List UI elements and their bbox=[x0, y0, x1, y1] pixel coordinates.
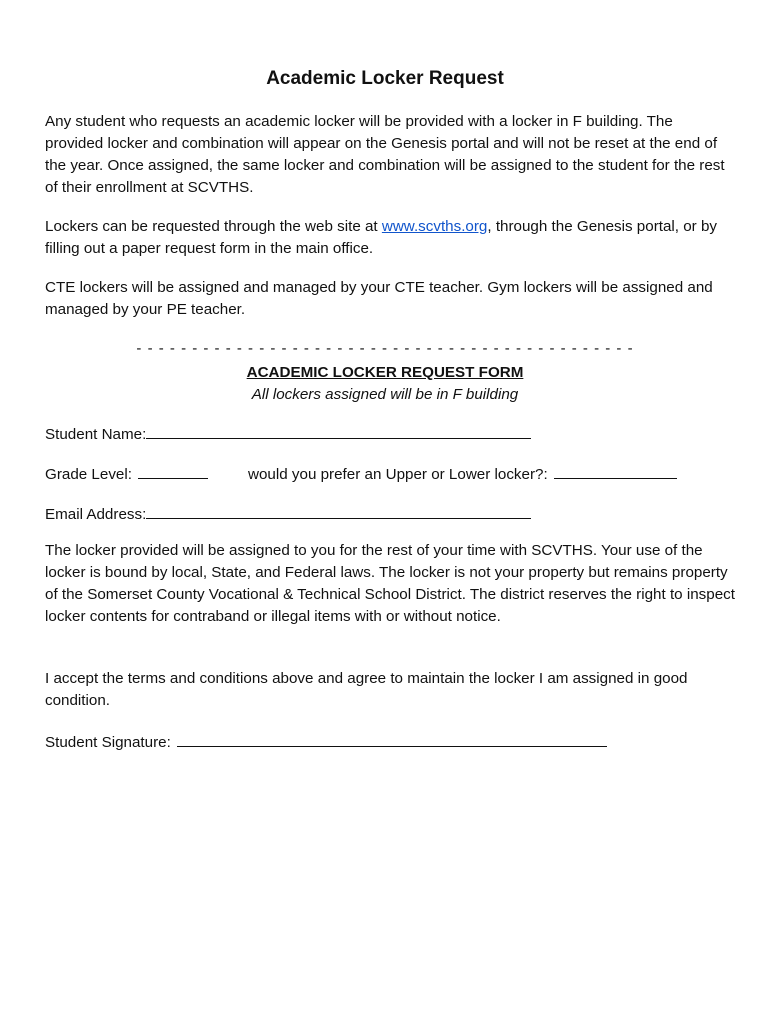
student-name-label: Student Name: bbox=[45, 426, 147, 443]
locker-preference-row bbox=[248, 463, 677, 486]
cut-line-divider: - - - - - - - - - - - - - - - - - - - - - - - - - - - - - - - - - - - - - - - - - - - - - bbox=[136, 340, 634, 357]
scvths-website-link[interactable]: www.scvths.org bbox=[381, 218, 488, 235]
grade-level-row bbox=[45, 463, 208, 486]
request-methods-text-after: , through the Genesis portal, or by filling out a paper request form in the main office. bbox=[45, 218, 718, 257]
email-label: Email Address: bbox=[45, 506, 147, 523]
grade-level-label: Grade Level: bbox=[45, 466, 132, 483]
email-row bbox=[45, 503, 531, 526]
student-name-row bbox=[45, 423, 531, 446]
request-methods-paragraph bbox=[45, 216, 735, 260]
signature-field[interactable] bbox=[177, 731, 607, 747]
grade-level-field[interactable] bbox=[138, 463, 208, 479]
locker-preference-field[interactable] bbox=[554, 463, 677, 479]
acceptance-paragraph: I accept the terms and conditions above and agree to maintain the locker I am assigned in good condition. bbox=[45, 670, 688, 709]
student-name-field[interactable] bbox=[146, 423, 531, 439]
form-heading bbox=[0, 362, 770, 384]
locker-preference-label: would you prefer an Upper or Lower locker?: bbox=[248, 466, 548, 483]
cte-gym-lockers-paragraph: CTE lockers will be assigned and managed by your CTE teacher. Gym lockers will be assigned and managed by your PE teacher. bbox=[45, 279, 713, 318]
signature-row bbox=[45, 731, 607, 754]
form-subheading: All lockers assigned will be in F building bbox=[251, 386, 519, 403]
signature-label: Student Signature: bbox=[45, 734, 171, 751]
intro-paragraph: Any student who requests an academic locker will be provided with a locker in F building. The provided locker and combination will appear on the Genesis portal and will not be reset at the end of the year. Once assigned, the same locker and combination will be assigned to the student for the rest of their enrollment at SCVTHS. bbox=[45, 113, 725, 196]
form-heading-text: ACADEMIC LOCKER REQUEST FORM bbox=[246, 364, 524, 381]
page-title: Academic Locker Request bbox=[266, 68, 504, 89]
terms-paragraph: The locker provided will be assigned to you for the rest of your time with SCVTHS. Your use of the locker is bound by local, State, and Federal laws. The locker is not your property but remains property of the Somerset County Vocational & Technical School District. The district reserves the right to inspect locker contents for contraband or illegal items with or without notice. bbox=[45, 542, 735, 625]
request-methods-text-before: Lockers can be requested through the web site at bbox=[45, 218, 382, 235]
email-field[interactable] bbox=[146, 503, 531, 519]
